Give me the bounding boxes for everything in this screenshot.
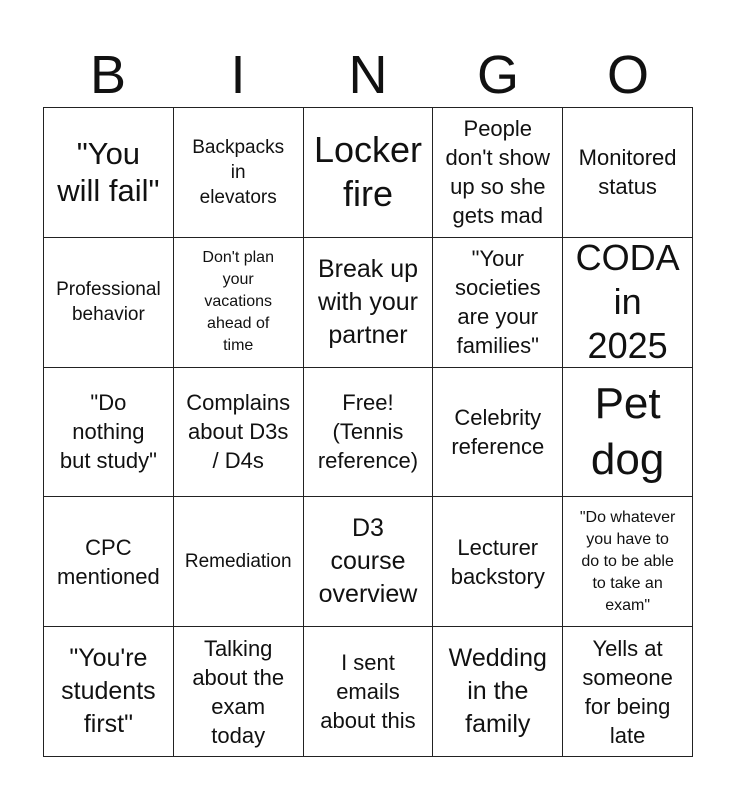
bingo-cell-r1c5[interactable]: [563, 108, 693, 238]
bingo-cell-r5c4[interactable]: [433, 627, 563, 757]
bingo-cell-r2c2[interactable]: [174, 238, 304, 368]
cell-text: Free! (Tennis reference): [317, 390, 419, 474]
bingo-cell-r2c1[interactable]: [44, 238, 174, 368]
cell-text: Talking about the exam today: [192, 635, 285, 748]
cell-text: "You're students first": [61, 644, 156, 739]
cell-text: Monitored status: [578, 145, 677, 200]
bingo-cell-r4c2[interactable]: [174, 497, 304, 627]
cell-text: People don't show up so she gets mad: [445, 116, 551, 229]
cell-text: Pet dog: [590, 378, 665, 484]
cell-text: Backpacks in elevators: [192, 136, 285, 208]
bingo-cell-r2c3[interactable]: [304, 238, 434, 368]
cell-text: CODA in 2025: [575, 237, 680, 367]
cell-text: Professional behavior: [56, 279, 161, 326]
cell-text: Wedding in the family: [448, 644, 547, 739]
cell-text: Lecturer backstory: [450, 534, 545, 589]
bingo-cell-r3c1[interactable]: [44, 368, 174, 498]
bingo-cell-r3c4[interactable]: [433, 368, 563, 498]
bingo-cell-r1c3[interactable]: [304, 108, 434, 238]
bingo-cell-r4c3[interactable]: [304, 497, 434, 627]
cell-text: "You will fail": [57, 136, 160, 209]
bingo-cell-r1c2[interactable]: [174, 108, 304, 238]
header-letter-g: G: [476, 45, 519, 105]
bingo-cell-r5c1[interactable]: [44, 627, 174, 757]
cell-text: Don't plan your vacations ahead of time: [202, 249, 274, 355]
cell-text: Locker fire: [313, 129, 423, 215]
header-letter-o: O: [606, 45, 649, 105]
bingo-cell-r5c2[interactable]: [174, 627, 304, 757]
header-letter-n: N: [348, 45, 388, 105]
bingo-cell-r3c5[interactable]: [563, 368, 693, 498]
cell-text: Remediation: [184, 551, 292, 573]
bingo-cell-r1c1[interactable]: [44, 108, 174, 238]
bingo-cell-r5c3[interactable]: [304, 627, 434, 757]
bingo-cell-r4c5[interactable]: [563, 497, 693, 627]
cell-text: Yells at someone for being late: [582, 635, 673, 748]
bingo-cell-r4c1[interactable]: [44, 497, 174, 627]
cell-text: I sent emails about this: [320, 650, 416, 734]
bingo-cell-r5c5[interactable]: [563, 627, 693, 757]
bingo-cell-r3c2[interactable]: [174, 368, 304, 498]
bingo-cell-r4c4[interactable]: [433, 497, 563, 627]
cell-text: CPC mentioned: [57, 534, 160, 589]
bingo-cell-r2c4[interactable]: [433, 238, 563, 368]
header-letter-i: I: [230, 45, 246, 105]
bingo-header: [43, 44, 693, 106]
cell-text: "Do nothing but study": [59, 390, 157, 474]
cell-text: Celebrity reference: [451, 404, 545, 459]
cell-text: D3 course overview: [318, 514, 418, 609]
bingo-cell-r2c5[interactable]: [563, 238, 693, 368]
bingo-cell-r3c3[interactable]: [304, 368, 434, 498]
bingo-cell-r1c4[interactable]: [433, 108, 563, 238]
cell-text: "Do whatever you have to do to be able to take an exam": [579, 508, 676, 614]
cell-text: "Your societies are your families": [454, 246, 541, 359]
cell-text: Complains about D3s / D4s: [186, 390, 291, 474]
header-letter-b: B: [89, 45, 127, 105]
cell-text: Break up with your partner: [317, 254, 419, 349]
bingo-card-grid: [43, 107, 693, 757]
